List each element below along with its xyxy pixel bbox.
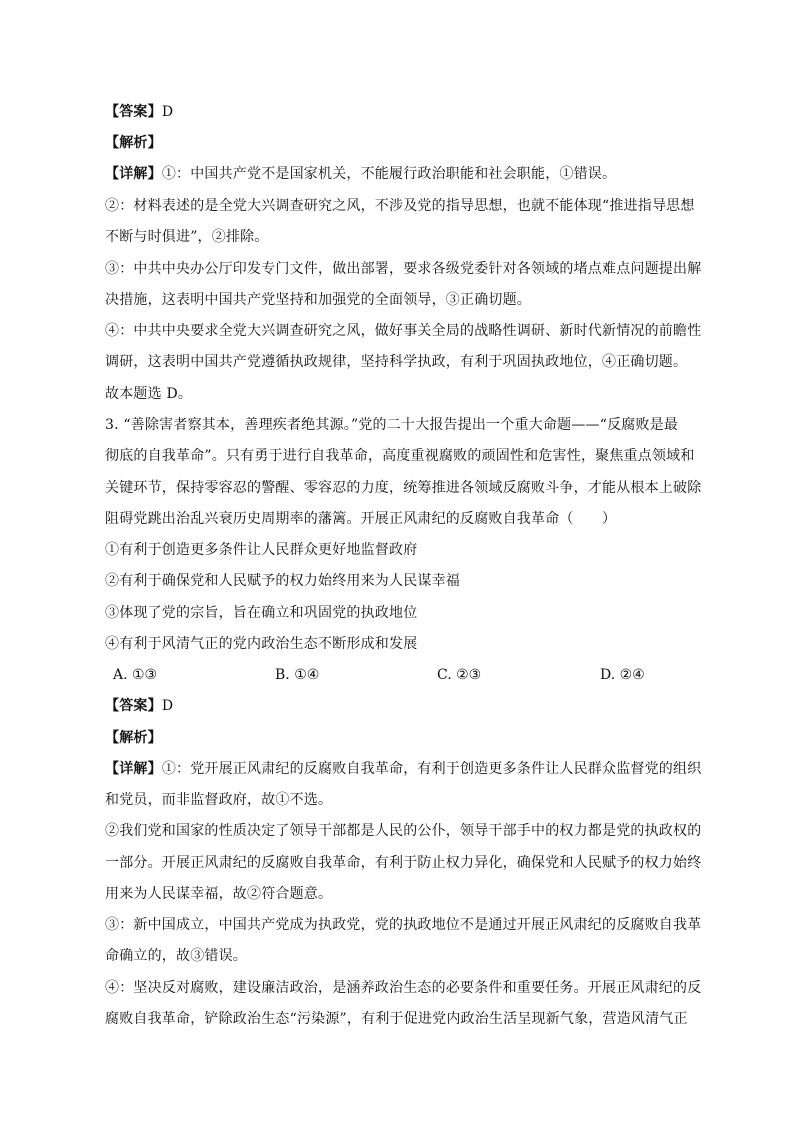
q2-detail-line-4: 决措施，这表明中国共产党坚持和加强党的全面领导，③正确切题。: [105, 292, 531, 308]
q2-answer-label: 【答案】: [105, 104, 162, 120]
q3-stem-line-2: 关键环节，保持零容忍的警醒、零容忍的力度，统筹推进各领域反腐败斗争，才能从根本上破除: [105, 480, 702, 496]
q2-answer-line: [105, 102, 705, 122]
q3-detail-line-5: ③：新中国成立，中国共产党成为执政党，党的执政地位不是通过开展正风肃纪的反腐败自我革: [105, 917, 702, 933]
q3-detail-line-8: 腐败自我革命，铲除政治生态“污染源”，有利于促进党内政治生活呈现新气象，营造风清气正: [105, 1011, 688, 1027]
q2-answer-value: D: [161, 104, 174, 120]
q3-detail-label: 【详解】: [105, 761, 162, 777]
q3-answer-value: D: [161, 698, 174, 714]
q3-option-b: B. ①④: [275, 667, 320, 683]
q3-detail-line-6: 命确立的，故③错误。: [105, 948, 247, 964]
q3-detail-line-1: 和党员，而非监督政府，故①不选。: [105, 792, 333, 808]
q3-option-c: C. ②③: [437, 667, 482, 683]
q2-detail-line-1: ②：材料表述的是全党大兴调查研究之风，不涉及党的指导思想，也就不能体现“推进指导思想: [105, 198, 695, 214]
q3-stem-line-1: 彻底的自我革命”。只有勇于进行自我革命，高度重视腐败的顽固性和危害性，聚焦重点领域和: [105, 448, 695, 464]
q2-detail-line-5: ④：中共中央要求全党大兴调查研究之风，做好事关全局的战略性调研、新时代新情况的前瞻性: [105, 323, 702, 339]
q3-stem-line-0: 3. “善除害者察其本，善理疾者绝其源。”党的二十大报告提出一个重大命题——“反腐败是最: [105, 417, 679, 433]
q3-statement-1: ①有利于创造更多条件让人民群众更好地监督政府: [105, 542, 418, 558]
q2-detail-line-6: 调研，这表明中国共产党遵循执政规律，坚持科学执政，有利于巩固执政地位，④正确切题。: [105, 354, 688, 370]
q2-detail-line-2: 不断与时俱进”，②排除。: [105, 229, 269, 245]
q3-statement-3: ③体现了党的宗旨，旨在确立和巩固党的执政地位: [105, 605, 418, 621]
q3-answer-line: [105, 696, 705, 716]
q3-answer-label: 【答案】: [105, 698, 162, 714]
q2-detail-label: 【详解】: [105, 166, 162, 182]
q2-detail-line-0: [105, 164, 705, 184]
q3-detail-text-0: ①：党开展正风肃纪的反腐败自我革命，有利于创造更多条件让人民群众监督党的组织: [161, 761, 702, 777]
q3-statement-4: ④有利于风清气正的党内政治生态不断形成和发展: [105, 636, 418, 652]
q3-statement-2: ②有利于确保党和人民赋予的权力始终用来为人民谋幸福: [105, 573, 460, 589]
q3-detail-line-7: ④：坚决反对腐败，建设廉洁政治，是涵养政治生态的必要条件和重要任务。开展正风肃纪的反: [105, 980, 702, 996]
q3-option-a: A. ①③: [113, 667, 158, 683]
q3-detail-line-3: 一部分。开展正风肃纪的反腐败自我革命，有利于防止权力异化，确保党和人民赋予的权力始终: [105, 855, 702, 871]
q3-detail-line-4: 用来为人民谋幸福，故②符合题意。: [105, 886, 333, 902]
q3-detail-line-2: ②我们党和国家的性质决定了领导干部都是人民的公仆，领导干部手中的权力都是党的执政权的: [105, 823, 702, 839]
q2-detail-line-3: ③：中共中央办公厅印发专门文件，做出部署，要求各级党委针对各领域的堵点难点问题提出解: [105, 261, 702, 277]
q3-stem-line-3: 阻碍党跳出治乱兴衰历史周期率的藩篱。开展正风肃纪的反腐败自我革命（ ）: [105, 511, 617, 527]
q3-detail-line-0: [105, 759, 705, 779]
q3-option-d: D. ②④: [600, 667, 645, 683]
q2-detail-line-7: 故本题选 D。: [105, 386, 193, 402]
q2-analysis-label: 【解析】: [105, 135, 162, 151]
q3-analysis-label: 【解析】: [105, 730, 162, 746]
q2-detail-text-0: ①：中国共产党不是国家机关，不能履行政治职能和社会职能，①错误。: [161, 166, 617, 182]
